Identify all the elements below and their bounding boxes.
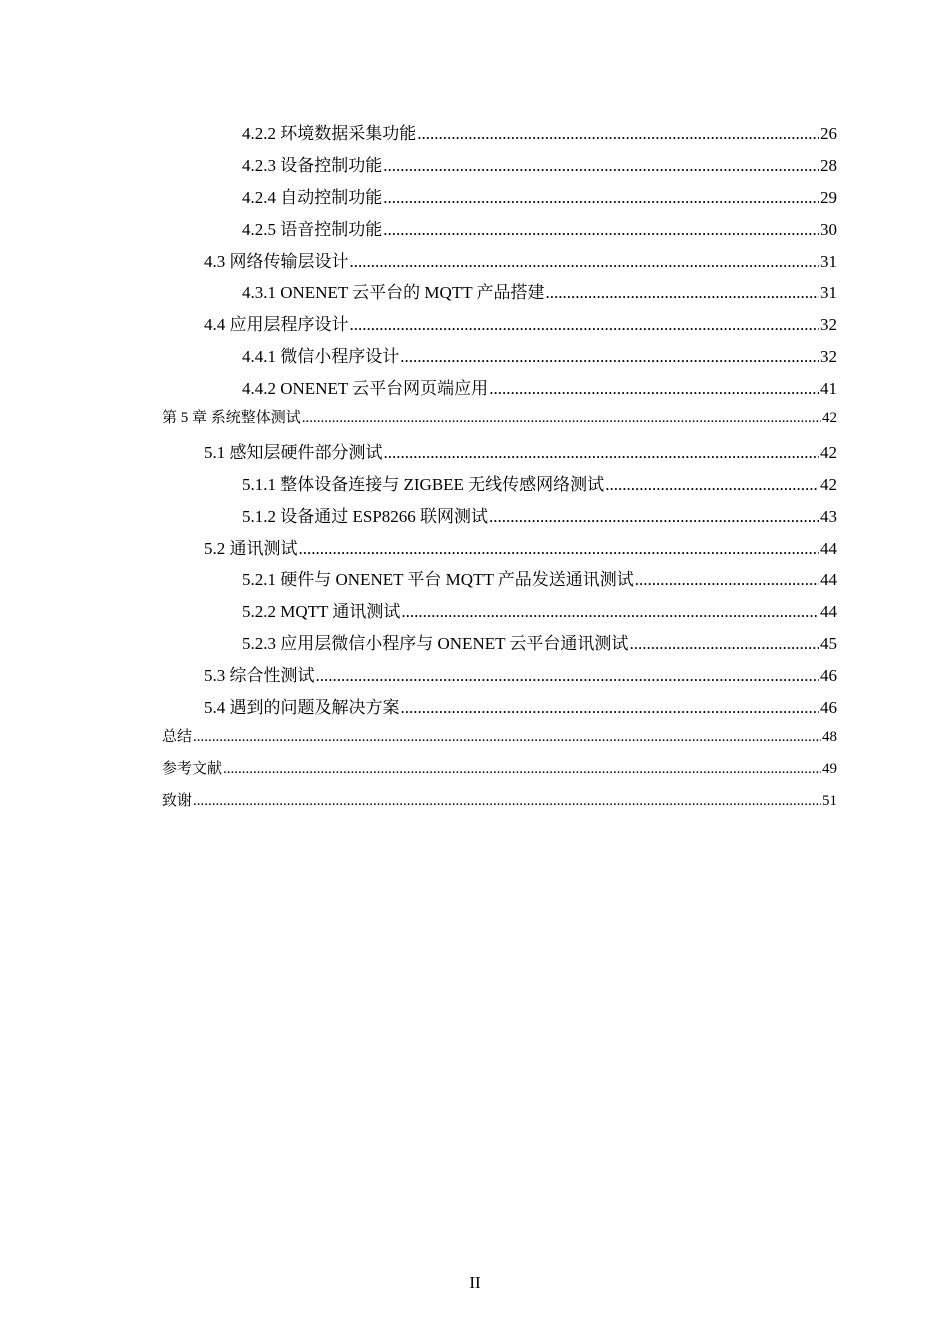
toc-entry[interactable] <box>162 115 837 147</box>
toc-entry[interactable] <box>162 593 837 625</box>
toc-entry[interactable] <box>162 530 837 562</box>
toc-entry-title: 5.2.2 MQTT 通讯测试 <box>242 602 401 622</box>
toc-entry-page: 29 <box>820 187 837 207</box>
toc-entry-title: 5.1 感知层硬件部分测试 <box>204 442 383 462</box>
toc-entry-page: 48 <box>822 728 837 745</box>
toc-entry[interactable] <box>162 721 837 753</box>
toc-entry-title: 第 5 章 系统整体测试 <box>162 410 301 427</box>
toc-entry-page: 51 <box>822 792 837 809</box>
toc-entry-page: 32 <box>820 347 837 367</box>
toc-entry[interactable] <box>162 434 837 466</box>
toc-entry-title: 致谢 <box>162 792 193 809</box>
toc-leader-dots <box>401 698 820 718</box>
toc-entry-title: 4.4 应用层程序设计 <box>204 315 349 335</box>
toc-leader-dots <box>316 666 820 686</box>
toc-entry[interactable] <box>162 243 837 275</box>
toc-leader-dots <box>384 443 820 463</box>
toc-entry-title: 5.1.1 整体设备连接与 ZIGBEE 无线传感网络测试 <box>242 474 605 494</box>
toc-entry-title: 4.3.1 ONENET 云平台的 MQTT 产品搭建 <box>242 283 545 303</box>
toc-entry[interactable] <box>162 785 837 817</box>
toc-entry[interactable] <box>162 625 837 657</box>
toc-entry-page: 42 <box>822 410 837 427</box>
toc-entry[interactable] <box>162 498 837 530</box>
toc-entry-page: 44 <box>820 538 837 558</box>
toc-entry[interactable] <box>162 466 837 498</box>
toc-leader-dots <box>383 156 819 176</box>
toc-entry-page: 44 <box>820 602 837 622</box>
toc-entry-title: 参考文献 <box>162 760 223 777</box>
toc-entry-title: 5.4 遇到的问题及解决方案 <box>204 698 400 718</box>
toc-entry-title: 5.1.2 设备通过 ESP8266 联网测试 <box>242 506 489 526</box>
toc-leader-dots <box>629 634 819 654</box>
toc-entry-page: 46 <box>820 698 837 718</box>
toc-entry-page: 43 <box>820 506 837 526</box>
toc-entry-page: 28 <box>820 155 837 175</box>
toc-entry-page: 44 <box>820 570 837 590</box>
toc-entry-title: 4.2.5 语音控制功能 <box>242 219 383 239</box>
toc-leader-dots <box>350 252 820 272</box>
toc-leader-dots <box>400 347 819 367</box>
toc-entry-page: 31 <box>820 251 837 271</box>
toc-leader-dots <box>383 188 819 208</box>
table-of-contents <box>162 115 837 817</box>
toc-entry-page: 41 <box>820 379 837 399</box>
toc-entry-title: 5.2.1 硬件与 ONENET 平台 MQTT 产品发送通讯测试 <box>242 570 634 590</box>
toc-entry[interactable] <box>162 657 837 689</box>
toc-leader-dots <box>489 507 819 527</box>
toc-leader-dots <box>605 475 819 495</box>
toc-entry[interactable] <box>162 561 837 593</box>
toc-leader-dots <box>193 793 821 810</box>
toc-entry[interactable] <box>162 370 837 402</box>
page-number: II <box>469 1273 481 1292</box>
toc-leader-dots <box>299 539 820 559</box>
toc-leader-dots <box>302 410 821 427</box>
toc-entry-page: 32 <box>820 315 837 335</box>
toc-entry-page: 46 <box>820 666 837 686</box>
toc-entry-page: 49 <box>822 760 837 777</box>
toc-leader-dots <box>417 124 819 144</box>
toc-entry-title: 5.3 综合性测试 <box>204 666 315 686</box>
toc-entry-title: 5.2.3 应用层微信小程序与 ONENET 云平台通讯测试 <box>242 634 629 654</box>
toc-entry-title: 4.2.2 环境数据采集功能 <box>242 124 417 143</box>
toc-entry-page: 31 <box>820 283 837 303</box>
toc-entry-title: 4.4.1 微信小程序设计 <box>242 347 400 367</box>
toc-leader-dots <box>546 283 819 303</box>
toc-leader-dots <box>193 729 821 746</box>
toc-entry-page: 30 <box>820 219 837 239</box>
toc-leader-dots <box>489 379 819 399</box>
toc-entry[interactable] <box>162 274 837 306</box>
toc-entry[interactable] <box>162 689 837 721</box>
toc-entry-page: 42 <box>820 474 837 494</box>
toc-entry[interactable] <box>162 402 837 434</box>
toc-entry[interactable] <box>162 306 837 338</box>
toc-entry-page: 26 <box>820 124 837 143</box>
toc-entry-title: 4.4.2 ONENET 云平台网页端应用 <box>242 379 489 399</box>
toc-entry-title: 4.2.4 自动控制功能 <box>242 187 383 207</box>
toc-entry-title: 4.3 网络传输层设计 <box>204 251 349 271</box>
toc-entry-title: 5.2 通讯测试 <box>204 538 298 558</box>
toc-entry[interactable] <box>162 179 837 211</box>
toc-entry[interactable] <box>162 147 837 179</box>
toc-entry[interactable] <box>162 753 837 785</box>
toc-entry[interactable] <box>162 338 837 370</box>
toc-leader-dots <box>383 220 819 240</box>
toc-entry[interactable] <box>162 211 837 243</box>
toc-entry-page: 45 <box>820 634 837 654</box>
toc-leader-dots <box>401 602 819 622</box>
toc-entry-title: 总结 <box>162 728 193 745</box>
toc-entry-title: 4.2.3 设备控制功能 <box>242 155 383 175</box>
toc-leader-dots <box>635 570 819 590</box>
toc-entry-page: 42 <box>820 442 837 462</box>
toc-leader-dots <box>350 315 820 335</box>
toc-leader-dots <box>223 761 821 778</box>
